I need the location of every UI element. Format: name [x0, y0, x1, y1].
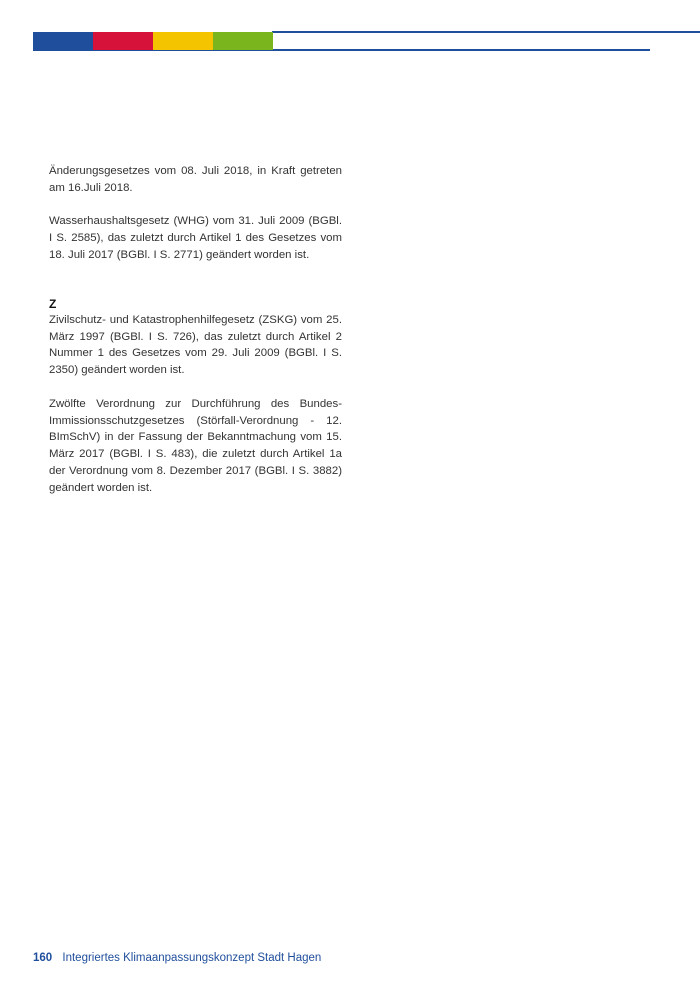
color-segment-yellow: [153, 32, 213, 50]
paragraph-stoerfall-verordnung: Zwölfte Verordnung zur Durchführung des Bundes-Immissionsschutzgesetzes (Störfall-Verordnung - 12. BImSchV) in der Fassung der Bekanntmachung vom 15. März 2017 (BGBl. I S. 483), die zuletzt durch Artikel 1a der Verordnung vom 8. Dezember 2017 (BGBl. I S. 3882) geändert worden ist.: [49, 397, 342, 494]
document-title: Integriertes Klimaanpassungskonzept Stadt Hagen: [62, 952, 322, 964]
paragraph-aenderungsgesetz: Änderungsgesetzes vom 08. Juli 2018, in Kraft getreten am 16.Juli 2018.: [49, 165, 342, 194]
header-rule-upper: [272, 31, 700, 33]
section-heading-z: Z: [49, 296, 57, 311]
paragraph-wasserhaushaltsgesetz: Wasserhaushaltsgesetz (WHG) vom 31. Juli 2009 (BGBl. I S. 2585), das zuletzt durch Artikel 1 des Gesetzes vom 18. Juli 2017 (BGBl. I S. 2771) geändert worden ist.: [49, 215, 342, 261]
header-color-bar: [33, 32, 273, 50]
paragraph-zivilschutzgesetz: Zivilschutz- und Katastrophenhilfegesetz (ZSKG) vom 25. März 1997 (BGBl. I S. 726), das zuletzt durch Artikel 2 Nummer 1 des Gesetzes vom 29. Juli 2009 (BGBl. I S. 2350) geändert worden ist.: [49, 313, 342, 377]
color-segment-blue: [33, 32, 93, 50]
main-text-column: [49, 163, 342, 513]
page-footer: [33, 950, 321, 966]
page-number: 160: [33, 952, 53, 964]
color-segment-red: [93, 32, 153, 50]
color-segment-green: [213, 32, 273, 50]
